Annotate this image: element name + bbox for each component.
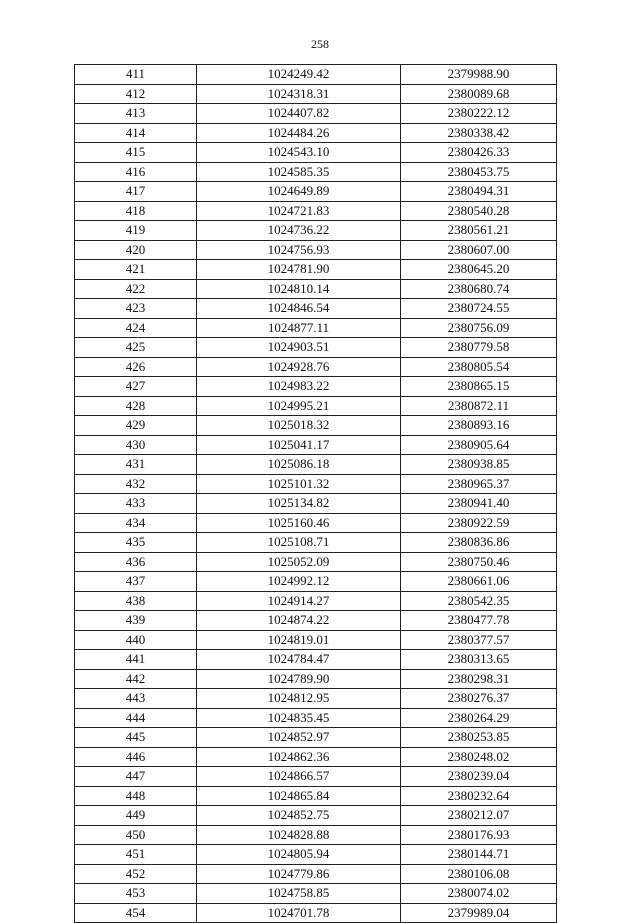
table-row	[75, 552, 557, 572]
point-number-cell: 445	[75, 728, 197, 748]
x-coordinate-cell: 1024781.90	[197, 260, 401, 280]
x-coordinate-cell: 1025108.71	[197, 533, 401, 553]
point-number-cell: 449	[75, 806, 197, 826]
point-number-cell: 431	[75, 455, 197, 475]
y-coordinate-cell: 2380176.93	[401, 825, 557, 845]
y-coordinate-cell: 2380750.46	[401, 552, 557, 572]
y-coordinate-cell: 2380607.00	[401, 240, 557, 260]
x-coordinate-cell: 1024543.10	[197, 143, 401, 163]
page-number: 258	[311, 37, 329, 51]
x-coordinate-cell: 1024874.22	[197, 611, 401, 631]
y-coordinate-cell: 2380477.78	[401, 611, 557, 631]
y-coordinate-cell: 2380561.21	[401, 221, 557, 241]
x-coordinate-cell: 1024318.31	[197, 84, 401, 104]
x-coordinate-cell: 1024789.90	[197, 669, 401, 689]
table-row	[75, 455, 557, 475]
x-coordinate-cell: 1024701.78	[197, 903, 401, 923]
point-number-cell: 424	[75, 318, 197, 338]
x-coordinate-cell: 1024812.95	[197, 689, 401, 709]
point-number-cell: 434	[75, 513, 197, 533]
point-number-cell: 425	[75, 338, 197, 358]
x-coordinate-cell: 1024877.11	[197, 318, 401, 338]
y-coordinate-cell: 2380089.68	[401, 84, 557, 104]
point-number-cell: 448	[75, 786, 197, 806]
y-coordinate-cell: 2379988.90	[401, 65, 557, 85]
y-coordinate-cell: 2380212.07	[401, 806, 557, 826]
x-coordinate-cell: 1024779.86	[197, 864, 401, 884]
table-row	[75, 650, 557, 670]
point-number-cell: 420	[75, 240, 197, 260]
x-coordinate-cell: 1024903.51	[197, 338, 401, 358]
x-coordinate-cell: 1024995.21	[197, 396, 401, 416]
x-coordinate-cell: 1024249.42	[197, 65, 401, 85]
table-row	[75, 494, 557, 514]
point-number-cell: 419	[75, 221, 197, 241]
table-row	[75, 396, 557, 416]
y-coordinate-cell: 2380661.06	[401, 572, 557, 592]
point-number-cell: 418	[75, 201, 197, 221]
y-coordinate-cell: 2380338.42	[401, 123, 557, 143]
table-row	[75, 611, 557, 631]
point-number-cell: 413	[75, 104, 197, 124]
point-number-cell: 436	[75, 552, 197, 572]
table-row	[75, 162, 557, 182]
point-number-cell: 454	[75, 903, 197, 923]
point-number-cell: 440	[75, 630, 197, 650]
y-coordinate-cell: 2380836.86	[401, 533, 557, 553]
y-coordinate-cell: 2380313.65	[401, 650, 557, 670]
table-row	[75, 104, 557, 124]
point-number-cell: 443	[75, 689, 197, 709]
table-row	[75, 591, 557, 611]
x-coordinate-cell: 1024862.36	[197, 747, 401, 767]
table-row	[75, 260, 557, 280]
table-row	[75, 572, 557, 592]
x-coordinate-cell: 1025101.32	[197, 474, 401, 494]
table-row	[75, 123, 557, 143]
table-row	[75, 338, 557, 358]
y-coordinate-cell: 2380239.04	[401, 767, 557, 787]
y-coordinate-cell: 2380426.33	[401, 143, 557, 163]
point-number-cell: 414	[75, 123, 197, 143]
x-coordinate-cell: 1024983.22	[197, 377, 401, 397]
y-coordinate-cell: 2380805.54	[401, 357, 557, 377]
table-row	[75, 728, 557, 748]
point-number-cell: 442	[75, 669, 197, 689]
x-coordinate-cell: 1024819.01	[197, 630, 401, 650]
y-coordinate-cell: 2380248.02	[401, 747, 557, 767]
y-coordinate-cell: 2380779.58	[401, 338, 557, 358]
point-number-cell: 417	[75, 182, 197, 202]
x-coordinate-cell: 1024721.83	[197, 201, 401, 221]
point-number-cell: 432	[75, 474, 197, 494]
x-coordinate-cell: 1024784.47	[197, 650, 401, 670]
point-number-cell: 415	[75, 143, 197, 163]
table-row	[75, 474, 557, 494]
table-row	[75, 864, 557, 884]
table-row	[75, 689, 557, 709]
x-coordinate-cell: 1024852.75	[197, 806, 401, 826]
y-coordinate-cell: 2380377.57	[401, 630, 557, 650]
table-row	[75, 377, 557, 397]
y-coordinate-cell: 2379989.04	[401, 903, 557, 923]
table-row	[75, 182, 557, 202]
point-number-cell: 451	[75, 845, 197, 865]
point-number-cell: 450	[75, 825, 197, 845]
point-number-cell: 441	[75, 650, 197, 670]
x-coordinate-cell: 1025052.09	[197, 552, 401, 572]
point-number-cell: 439	[75, 611, 197, 631]
point-number-cell: 428	[75, 396, 197, 416]
point-number-cell: 435	[75, 533, 197, 553]
table-row	[75, 279, 557, 299]
table-row	[75, 357, 557, 377]
point-number-cell: 453	[75, 884, 197, 904]
table-row	[75, 767, 557, 787]
y-coordinate-cell: 2380542.35	[401, 591, 557, 611]
table-row	[75, 84, 557, 104]
point-number-cell: 426	[75, 357, 197, 377]
point-number-cell: 412	[75, 84, 197, 104]
y-coordinate-cell: 2380453.75	[401, 162, 557, 182]
y-coordinate-cell: 2380276.37	[401, 689, 557, 709]
y-coordinate-cell: 2380941.40	[401, 494, 557, 514]
point-number-cell: 421	[75, 260, 197, 280]
table-row	[75, 513, 557, 533]
table-row	[75, 65, 557, 85]
y-coordinate-cell: 2380222.12	[401, 104, 557, 124]
table-row	[75, 884, 557, 904]
y-coordinate-cell: 2380264.29	[401, 708, 557, 728]
table-row	[75, 903, 557, 923]
x-coordinate-cell: 1024484.26	[197, 123, 401, 143]
point-number-cell: 446	[75, 747, 197, 767]
x-coordinate-cell: 1024585.35	[197, 162, 401, 182]
point-number-cell: 430	[75, 435, 197, 455]
table-row	[75, 669, 557, 689]
y-coordinate-cell: 2380756.09	[401, 318, 557, 338]
y-coordinate-cell: 2380298.31	[401, 669, 557, 689]
table-row	[75, 806, 557, 826]
y-coordinate-cell: 2380893.16	[401, 416, 557, 436]
x-coordinate-cell: 1024866.57	[197, 767, 401, 787]
x-coordinate-cell: 1024914.27	[197, 591, 401, 611]
y-coordinate-cell: 2380074.02	[401, 884, 557, 904]
y-coordinate-cell: 2380905.64	[401, 435, 557, 455]
coordinate-table-body	[75, 65, 557, 923]
y-coordinate-cell: 2380680.74	[401, 279, 557, 299]
point-number-cell: 423	[75, 299, 197, 319]
x-coordinate-cell: 1024828.88	[197, 825, 401, 845]
table-row	[75, 143, 557, 163]
table-row	[75, 786, 557, 806]
point-number-cell: 452	[75, 864, 197, 884]
table-row	[75, 630, 557, 650]
x-coordinate-cell: 1024756.93	[197, 240, 401, 260]
x-coordinate-cell: 1024992.12	[197, 572, 401, 592]
point-number-cell: 422	[75, 279, 197, 299]
y-coordinate-cell: 2380645.20	[401, 260, 557, 280]
point-number-cell: 411	[75, 65, 197, 85]
table-row	[75, 416, 557, 436]
table-row	[75, 747, 557, 767]
y-coordinate-cell: 2380232.64	[401, 786, 557, 806]
x-coordinate-cell: 1024758.85	[197, 884, 401, 904]
table-row	[75, 299, 557, 319]
point-number-cell: 444	[75, 708, 197, 728]
coordinate-table	[74, 64, 557, 923]
x-coordinate-cell: 1024407.82	[197, 104, 401, 124]
x-coordinate-cell: 1024846.54	[197, 299, 401, 319]
y-coordinate-cell: 2380872.11	[401, 396, 557, 416]
point-number-cell: 429	[75, 416, 197, 436]
x-coordinate-cell: 1024649.89	[197, 182, 401, 202]
point-number-cell: 416	[75, 162, 197, 182]
x-coordinate-cell: 1024805.94	[197, 845, 401, 865]
y-coordinate-cell: 2380965.37	[401, 474, 557, 494]
x-coordinate-cell: 1025018.32	[197, 416, 401, 436]
x-coordinate-cell: 1024852.97	[197, 728, 401, 748]
table-row	[75, 201, 557, 221]
table-row	[75, 845, 557, 865]
y-coordinate-cell: 2380494.31	[401, 182, 557, 202]
x-coordinate-cell: 1024736.22	[197, 221, 401, 241]
y-coordinate-cell: 2380144.71	[401, 845, 557, 865]
y-coordinate-cell: 2380922.59	[401, 513, 557, 533]
y-coordinate-cell: 2380865.15	[401, 377, 557, 397]
table-row	[75, 825, 557, 845]
table-row	[75, 240, 557, 260]
y-coordinate-cell: 2380253.85	[401, 728, 557, 748]
table-row	[75, 533, 557, 553]
y-coordinate-cell: 2380938.85	[401, 455, 557, 475]
x-coordinate-cell: 1025134.82	[197, 494, 401, 514]
x-coordinate-cell: 1024835.45	[197, 708, 401, 728]
x-coordinate-cell: 1024865.84	[197, 786, 401, 806]
point-number-cell: 438	[75, 591, 197, 611]
point-number-cell: 427	[75, 377, 197, 397]
y-coordinate-cell: 2380724.55	[401, 299, 557, 319]
y-coordinate-cell: 2380540.28	[401, 201, 557, 221]
point-number-cell: 447	[75, 767, 197, 787]
table-row	[75, 221, 557, 241]
table-row	[75, 708, 557, 728]
x-coordinate-cell: 1025086.18	[197, 455, 401, 475]
table-row	[75, 435, 557, 455]
x-coordinate-cell: 1025041.17	[197, 435, 401, 455]
x-coordinate-cell: 1024810.14	[197, 279, 401, 299]
point-number-cell: 437	[75, 572, 197, 592]
x-coordinate-cell: 1025160.46	[197, 513, 401, 533]
x-coordinate-cell: 1024928.76	[197, 357, 401, 377]
y-coordinate-cell: 2380106.08	[401, 864, 557, 884]
table-row	[75, 318, 557, 338]
point-number-cell: 433	[75, 494, 197, 514]
